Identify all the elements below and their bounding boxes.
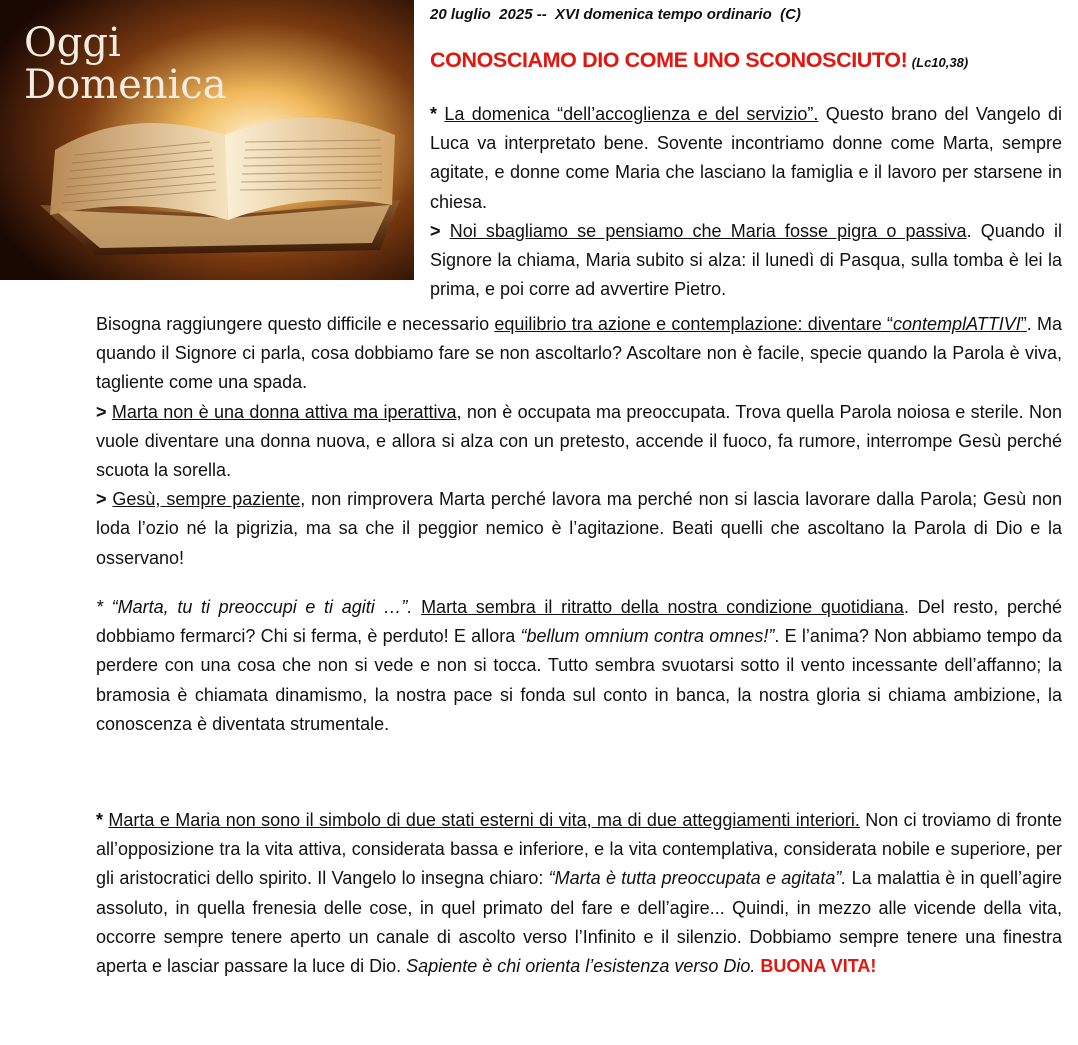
text-marta: , non è occupata ma preoccupata. Trova quella Parola noiosa e sterile. Non vuole diventare una donna nuova, e allora si alza con un pretesto, accende il fuoco, fa rumore, interrompe Gesù perché scuota la sorella.: [96, 401, 1062, 481]
text-maria: . Quando il Signore la chiama, Maria subito si alza: il lunedì di Pasqua, sulla tomba è lei la prima, e poi corre ad avvertire Pietro.: [430, 220, 1062, 300]
bullet-arrow: >: [430, 220, 450, 241]
heading-contemplattivi: contemplATTIVI: [893, 314, 1021, 334]
page-title: [430, 48, 968, 73]
heading-close-quote: ”: [1020, 314, 1027, 334]
logo-domenica: Domenica: [24, 62, 227, 108]
date-line: 20 luglio 2025 -- XVI domenica tempo ordinario (C): [430, 6, 801, 23]
bullet-star: *: [430, 104, 445, 124]
open-bible-illustration: [0, 0, 414, 280]
text-intro: Questo brano del Vangelo di Luca va interpretato bene. Sovente incontriamo donne come Marta, sempre agitate, e donne come Maria che lasciano la famiglia e il lavoro per starsene in chiesa.: [430, 104, 1062, 212]
text-anima: . E l’anima? Non abbiamo tempo da perdere con una cosa che non si vede e non si tocca. Tutto sembra svuotarsi sotto il vento incessante dell’affanno; la bramosia è chiamata dinamismo, la nostra pace si fonda sul conto in banca, la nostra gloria si chiama ambizione, la conoscenza è diventata strumentale.: [96, 626, 1063, 734]
title-reference: (Lc10,38): [911, 55, 969, 70]
paragraph-intro: [430, 100, 1062, 304]
text-malattia: La malattia è in quell’agire assoluto, in quella frenesia delle cose, in quel primato del fare e dell’agire... Quindi, in mezzo alle vicende della vita, occorre sempre tenere aperto un canale di ascolto verso l’Infinito e il silenzio. Dobbiamo sempre tenere una finestra aperta e lasciar passare la luce di Dio.: [96, 868, 1062, 977]
heading-maria: Noi sbagliamo se pensiamo che Maria fosse pigra o passiva: [449, 220, 967, 241]
heading-marta-iperattiva: Marta non è una donna attiva ma iperattiva: [111, 401, 457, 422]
paragraph-conclusion: [96, 806, 1062, 981]
oggi-domenica-image: [0, 0, 414, 280]
quote-marta: * “Marta, tu ti preoccupi e ti agiti …”.: [96, 597, 413, 617]
paragraph-quotidiana: [96, 593, 1062, 739]
heading-ritratto: Marta sembra il ritratto della nostra condizione quotidiana: [421, 597, 904, 617]
text-ascoltare: . Ma quando il Signore ci parla, cosa dobbiamo fare se non ascoltarlo? Ascoltare non è facile, specie quando la Parola è viva, tagliente come una spada.: [96, 314, 1062, 393]
logo-oggi: Oggi: [24, 20, 121, 66]
bullet-arrow: >: [96, 489, 113, 510]
heading-marta-maria: Marta e Maria non sono il simbolo di due stati esterni di vita, ma di due atteggiamenti interiori.: [108, 810, 860, 830]
quote-bellum: “bellum omnium contra omnes!”: [520, 626, 775, 647]
buona-vita: BUONA VITA!: [760, 956, 877, 977]
bullet-star: *: [96, 810, 109, 830]
bullet-arrow: >: [96, 401, 112, 422]
spacer: [412, 597, 421, 617]
title-text: CONOSCIAMO DIO COME UNO SCONOSCIUTO!: [430, 48, 908, 72]
paragraph-body: [96, 310, 1062, 573]
text-opposizione: Non ci troviamo di fronte all’opposizione tra la vita attiva, considerata bassa e inferiore, e la vita contemplativa, considerata nobile e superiore, per gli aristocratici dello spirito. Il Vangelo lo insegna chiaro:: [96, 810, 1062, 889]
heading-gesu-paziente: Gesù, sempre paziente: [112, 489, 301, 510]
closing-sapiente: Sapiente è chi orienta l’esistenza verso Dio.: [406, 956, 756, 977]
heading-accoglienza: La domenica “dell’accoglienza e del servizio”.: [444, 104, 819, 124]
text-fermarci: . Del resto, perché dobbiamo fermarci? Chi si ferma, è perduto! E allora: [96, 597, 1062, 647]
text-gesu: , non rimprovera Marta perché lavora ma perché non si lascia lavorare dalla Parola; Gesù non loda l’ozio né la pigrizia, ma sa che il peggior nemico è l’agitazione. Beati quelli che ascoltano la Parola di Dio e la osservano!: [96, 489, 1062, 568]
text-equilibrio-lead: Bisogna raggiungere questo difficile e necessario: [96, 314, 495, 334]
quote-preoccupata: “Marta è tutta preoccupata e agitata”.: [548, 868, 847, 889]
heading-equilibrio: equilibrio tra azione e contemplazione: diventare “: [494, 314, 894, 334]
